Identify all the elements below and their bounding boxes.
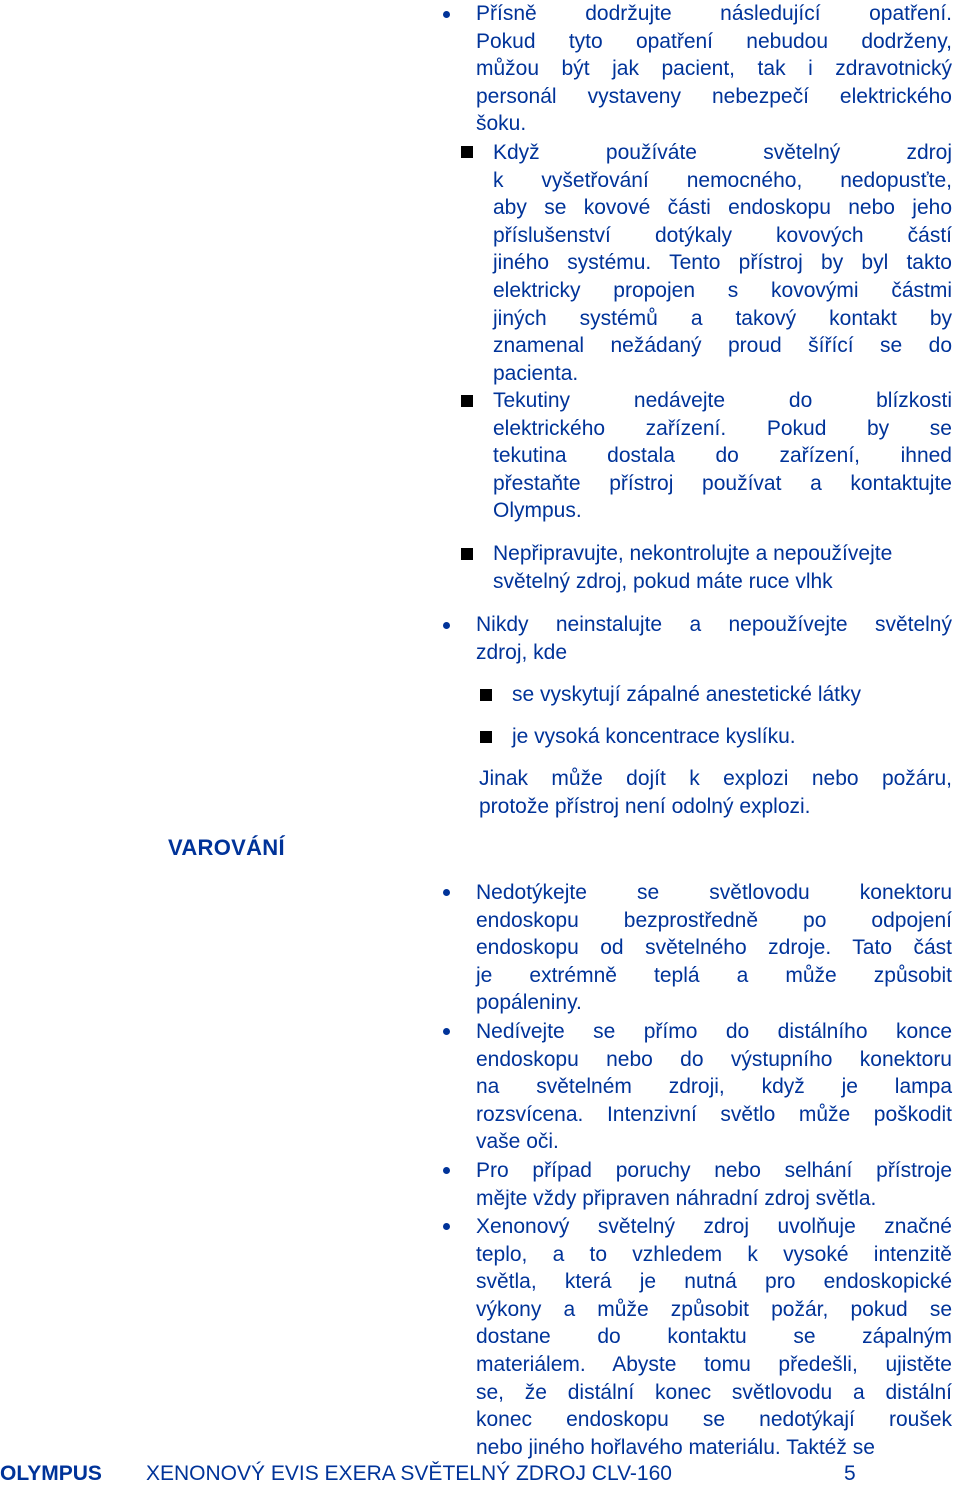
bullet-dot-icon xyxy=(443,1028,450,1035)
text-line: elektrického zařízení. Pokud by se xyxy=(493,416,952,440)
text-line: endoskopu bezprostředně po odpojení xyxy=(476,908,952,932)
text-line: Nedotýkejte se světlovodu konektoru xyxy=(476,881,952,904)
item-1 xyxy=(476,0,952,138)
bullet-dot-icon xyxy=(443,889,450,896)
text-line: dostane do kontaktu se zápalným xyxy=(476,1325,952,1349)
text-line: světelný zdroj, pokud máte ruce vlhk xyxy=(493,569,833,593)
text-line: Xenonový světelný zdroj uvolňuje značné xyxy=(476,1215,952,1238)
text-line: Když používáte světelný zdroj xyxy=(493,141,952,164)
text-line: pacienta. xyxy=(493,361,579,385)
text-line: popáleniny. xyxy=(476,991,582,1015)
text-line: zdroj, kde xyxy=(476,640,568,664)
text-line: Nepřipravujte, nekontrolujte a nepoužívejte xyxy=(493,542,893,565)
footer-brand: OLYMPUS xyxy=(0,1462,102,1485)
text-line: můžou být jak pacient, tak i zdravotnický xyxy=(476,57,952,81)
text-line: teplo, a to vzhledem k vysoké intenzitě xyxy=(476,1242,952,1266)
square-bullet-icon xyxy=(461,146,473,158)
text-line: k vyšetřování nemocného, nedopusťte, xyxy=(493,168,952,192)
text-line: šoku. xyxy=(476,112,527,136)
text-line: jiného systému. Tento přístroj by byl takto xyxy=(493,251,952,275)
sub-item-3 xyxy=(493,540,952,595)
text-line: endoskopu nebo do výstupního konektoru xyxy=(476,1047,952,1071)
footer-title: XENONOVÝ EVIS EXERA SVĚTELNÝ ZDROJ CLV-160 xyxy=(146,1462,672,1485)
item-2-sub-a xyxy=(512,681,861,709)
text-line: protože přístroj není odolný explozi. xyxy=(479,794,811,818)
text-line: personál vystaveny nebezpečí elektrického xyxy=(476,84,952,108)
bullet-dot-icon xyxy=(443,11,450,18)
text-line: je extrémně teplá a může způsobit xyxy=(476,963,952,987)
square-bullet-icon xyxy=(480,731,492,743)
text-line: Nikdy neinstalujte a nepoužívejte světelný xyxy=(476,613,952,636)
page-footer xyxy=(0,1461,960,1486)
text-line: tekutina dostala do zařízení, ihned xyxy=(493,444,952,468)
item-4 xyxy=(476,1018,952,1156)
bullet-dot-icon xyxy=(443,1167,450,1174)
item-2-tail xyxy=(479,765,952,820)
text-line: konec endoskopu se nedotýkají roušek xyxy=(476,1408,952,1432)
text-line: příslušenství dotýkaly kovových částí xyxy=(493,223,952,247)
item-2 xyxy=(476,611,952,666)
text-line: přestaňte přístroj používat a kontaktujte xyxy=(493,471,952,495)
item-3 xyxy=(476,879,952,1017)
text-line: endoskopu od světelného zdroje. Tato část xyxy=(476,936,952,960)
text-line: výkony a může způsobit požár, pokud se xyxy=(476,1297,952,1321)
warning-label: VAROVÁNÍ xyxy=(168,835,285,860)
sub-item-1 xyxy=(493,139,952,387)
bullet-dot-icon xyxy=(443,1223,450,1230)
page-number: 5 xyxy=(844,1462,856,1485)
item-5 xyxy=(476,1157,952,1212)
square-bullet-icon xyxy=(461,395,473,407)
text-line: rozsvícena. Intenzivní světlo může poškodit xyxy=(476,1102,952,1126)
text-line: Olympus. xyxy=(493,499,582,523)
text-line: se, že distální konec světlovodu a distální xyxy=(476,1380,952,1404)
text-line: nebo jiného hořlavého materiálu. Taktéž se xyxy=(476,1435,875,1459)
text-line: je vysoká koncentrace kyslíku. xyxy=(512,725,796,748)
text-line: Přísně dodržujte následující opatření. xyxy=(476,2,952,25)
sub-item-2 xyxy=(493,387,952,525)
item-2-sub-b xyxy=(512,723,796,751)
text-line: Nedívejte se přímo do distálního konce xyxy=(476,1020,952,1043)
square-bullet-icon xyxy=(480,689,492,701)
text-line: aby se kovové části endoskopu nebo jeho xyxy=(493,196,952,220)
square-bullet-icon xyxy=(461,548,473,560)
text-line: jiných systémů a takový kontakt by xyxy=(493,306,952,330)
text-line: Pro případ poruchy nebo selhání přístroje xyxy=(476,1159,952,1182)
text-line: světla, která je nutná pro endoskopické xyxy=(476,1270,952,1294)
text-line: Pokud tyto opatření nebudou dodrženy, xyxy=(476,29,952,53)
text-line: materiálem. Abyste tomu předešli, ujistěte xyxy=(476,1352,952,1376)
text-line: Jinak může dojít k explozi nebo požáru, xyxy=(479,767,952,790)
text-line: na světelném zdroji, když je lampa xyxy=(476,1075,952,1099)
text-line: mějte vždy připraven náhradní zdroj světla. xyxy=(476,1186,877,1210)
bullet-dot-icon xyxy=(443,622,450,629)
text-line: znamenal nežádaný proud šířící se do xyxy=(493,334,952,358)
text-line: se vyskytují zápalné anestetické látky xyxy=(512,683,862,706)
text-line: Tekutiny nedávejte do blízkosti xyxy=(493,389,952,412)
text-line: elektricky propojen s kovovými částmi xyxy=(493,278,952,302)
item-6 xyxy=(476,1213,952,1461)
text-line: vaše oči. xyxy=(476,1130,559,1154)
